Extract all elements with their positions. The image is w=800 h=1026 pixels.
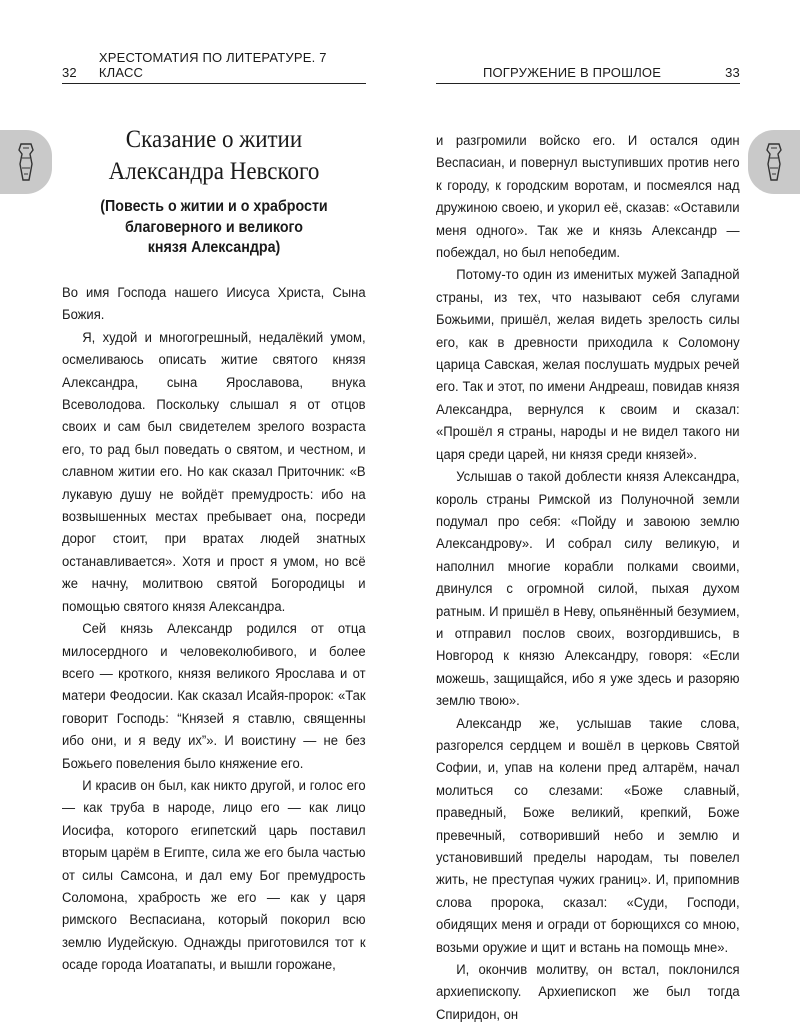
left-page-body — [62, 282, 366, 977]
left-running-head — [62, 50, 366, 84]
right-page-number: 33 — [725, 65, 740, 80]
paragraph: И красив он был, как никто другой, и голос его — как труба в народе, лицо его — как лицо Иосифа, которого египетский царь поставил вторым царём в Египте, сила же его была частью от силы Самсона, и дал ему Бог премудрость Соломона, храбрость же его — как у царя римского Веспасиана, который покорил всю землю Иудейскую. Однажды приготовился тот к осаде города Иоатапаты, и вышли горожане, — [62, 777, 366, 974]
main-title-line-2: Александра Невского — [108, 158, 320, 185]
subtitle — [74, 197, 354, 259]
subtitle-line-3: князя Александра) — [147, 239, 281, 256]
paragraph: и разгромили войско его. И остался один Веспасиан, и повернул выступивших против него к городу, к городским воротам, и посмеялся над дружиною своею, и укорил её, сказав: «Оставили меня одного». Так же и князь Александр — побеждал, но был непобедим. — [436, 133, 740, 262]
paragraph: Александр же, услышав такие слова, разгорелся сердцем и вошёл в церковь Святой Софии, и, упав на колени пред алтарём, начал молиться со слезами: «Боже славный, праведный, Боже великий, крепкий, Боже превечный, сотворивший небо и землю и установивший пределы народам, ты повелел жить, не преступая чужих границ». И, припомнив слова пророка, сказал: «Суди, Господи, обидящих меня и огради от борющихся со мною, возьми оружие и щит и встань на помощь мне». — [436, 715, 740, 956]
paragraph: И, окончив молитву, он встал, поклонился архиепископу. Архиепископ же был тогда Спиридон, он — [436, 962, 740, 1023]
paragraph: Услышав о такой доблести князя Александра, король страны Римской из Полуночной земли подумал про себя: «Пойду и завоюю землю Александрову». И собрал силу великую, и наполнил многие корабли полками своими, двинулся с огромной силой, пыхая духом ратным. И пришёл в Неву, опьянённый безумием, и отправил послов своих, возгордившись, в Новгород к князю Александру, говоря: «Если можешь, защищайся, ибо я уже здесь и разоряю землю твою». — [436, 469, 740, 710]
right-thumb-tab — [748, 130, 800, 194]
bookmark-figure-icon — [761, 140, 787, 184]
paragraph: Во имя Господа нашего Иисуса Христа, Сына Божия. — [62, 285, 366, 324]
subtitle-line-2: благоверного и великого — [124, 218, 304, 236]
paragraph: Сей князь Александр родился от отца милосердного и человеколюбивого, и более всего — кроткого, князя великого Ярослава и от матери Феодосии. Как сказал Исайя-пророк: «Так говорит Господь: “Князей я ставлю, священны ибо они, и я веду их”». И воистину — не без Божьего повеления было княжение его. — [62, 621, 366, 772]
right-running-title: ПОГРУЖЕНИЕ В ПРОШЛОЕ — [482, 65, 662, 80]
left-page-number: 32 — [62, 65, 77, 80]
story-heading — [62, 124, 366, 259]
left-thumb-tab — [0, 130, 52, 194]
left-running-title: ХРЕСТОМАТИЯ ПО ЛИТЕРАТУРЕ. 7 КЛАСС — [98, 50, 327, 80]
right-page-body — [436, 130, 740, 1026]
main-title-line-1: Сказание о житии — [125, 126, 303, 153]
subtitle-line-1: (Повесть о житии и о храбрости — [100, 198, 328, 215]
right-running-head — [436, 62, 740, 84]
paragraph: Я, худой и многогрешный, недалёкий умом, осмеливаюсь описать житие святого князя Александра, сына Ярославова, внука Всеволодова. Поскольку слышал я от отцов своих и сам был свидетелем зрелого возраста его, то рад был поведать о святом, и честном, и славном житии его. Но как сказал Приточник: «В лукавую душу не войдёт премудрость: ибо на возвышенных местах пребывает она, посреди дорог стоит, при вратах людей знатных останавливается». Хотя и прост я умом, но всё же начну, молитвою святой Богородицы и помощью святого князя Александра. — [62, 329, 366, 615]
paragraph: Потому-то один из именитых мужей Западной страны, из тех, что называют себя слугами Божьими, пришёл, желая видеть зрелость силы его, как в древности приходила к Соломону царица Савская, желая послушать мудрых речей его. Так и этот, по имени Андреаш, повидав князя Александра, вернулся к своим и сказал: «Прошёл я страны, народы и не видел такого ни царя среди царей, ни князя среди князей». — [436, 267, 740, 463]
bookmark-figure-icon — [13, 140, 39, 184]
